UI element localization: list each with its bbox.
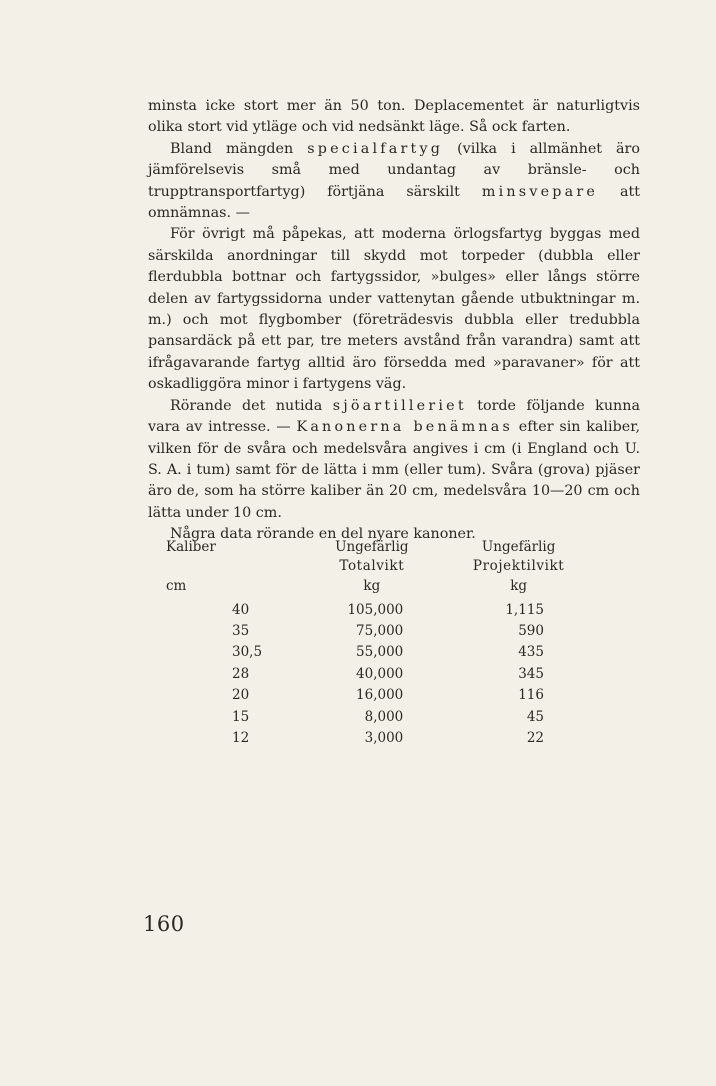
- cell-kaliber: 30,5: [232, 644, 263, 661]
- text-run: torde följande kunna vara av intresse. —: [148, 397, 640, 436]
- cell-totalvikt: 8,000: [364, 708, 404, 725]
- text-run: att omnämnas. —: [148, 183, 641, 222]
- cell-projektilvikt: 1,115: [505, 601, 544, 618]
- header-totalvikt: Ungefärlig Totalvikt: [335, 539, 409, 574]
- emphasized-term: specialfartyg: [307, 140, 444, 157]
- cell-totalvikt: 40,000: [356, 665, 404, 682]
- cell-totalvikt: 3,000: [364, 729, 404, 746]
- table-row: [160, 600, 590, 621]
- table-unit-row: [160, 575, 590, 600]
- table-row: [160, 642, 590, 663]
- cell-projektilvikt: 590: [518, 622, 544, 639]
- table-row: [160, 664, 590, 685]
- emphasized-term: Kanonerna benämnas: [296, 419, 514, 436]
- cell-projektilvikt: 45: [526, 708, 544, 725]
- cell-projektilvikt: 345: [518, 665, 544, 682]
- page-number: 160: [143, 912, 185, 936]
- cell-kaliber: 35: [232, 622, 250, 639]
- table-row: [160, 621, 590, 642]
- paragraph-3: [148, 224, 640, 395]
- text-run: (vilka i allmänhet äro jämförelsevis små med undantag av bränsle- och trupptransportfartyg) förtjäna särskilt: [148, 140, 641, 200]
- table-row: [160, 685, 590, 706]
- cell-totalvikt: 55,000: [356, 644, 404, 661]
- unit-kg-projectile: kg: [510, 578, 528, 594]
- text-run: Bland mängden: [170, 140, 308, 157]
- cell-totalvikt: 75,000: [356, 622, 404, 639]
- unit-kg-total: kg: [363, 578, 381, 594]
- cell-kaliber: 15: [232, 708, 250, 725]
- cell-totalvikt: 16,000: [356, 687, 404, 704]
- paragraph-4: [148, 396, 640, 524]
- cell-projektilvikt: 22: [526, 729, 544, 746]
- text-run: Rörande det nutida: [170, 397, 333, 414]
- text-run: efter sin kaliber, vilken för de svåra och medelsvåra angives i cm (i England och U. S. A. i tum) samt för de lätta i mm (eller tum). Svåra (grova) pjäser äro de, som ha större kaliber än 20 cm, medelsvåra 10—20 cm och lätta under 10 cm.: [148, 419, 640, 521]
- emphasized-term: sjöartilleriet: [332, 397, 467, 414]
- cell-projektilvikt: 116: [518, 687, 544, 704]
- header-kaliber: Kaliber: [166, 539, 216, 555]
- unit-cm: cm: [166, 578, 187, 594]
- header-projektilvikt: Ungefärlig Projektilvikt: [472, 539, 565, 574]
- cell-kaliber: 20: [232, 687, 250, 704]
- text-run: minsta icke stort mer än 50 ton. Deplacementet är naturligtvis olika stort vid ytläge och vid nedsänkt läge. Så ock farten.: [148, 98, 640, 136]
- cell-projektilvikt: 435: [518, 644, 544, 661]
- text-run: För övrigt må påpekas, att moderna örlogsfartyg byggas med särskilda anordningar till skydd mot torpeder (dubbla eller flerdubbla bottnar och fartygssidor, »bulges» eller långs större delen av fartygssidorna under vattenytan gående utbuktningar m. m.) och mot flygbomber (företrädesvis dubbla eller tredubbla pansardäck på ett par, tre meters avstånd från varandra) samt att ifrågavarande fartyg alltid äro försedda med »paravaner» för att oskadliggöra minor i fartygens väg.: [148, 226, 640, 393]
- cell-totalvikt: 105,000: [347, 601, 404, 618]
- gun-data-table: [160, 538, 590, 749]
- body-text: [148, 96, 640, 546]
- table-body: [160, 600, 590, 750]
- cell-kaliber: 12: [232, 729, 250, 746]
- cell-kaliber: 40: [232, 601, 250, 618]
- table-row: [160, 728, 590, 749]
- text-run: Några data rörande en del nyare kanoner.: [170, 526, 476, 543]
- cell-kaliber: 28: [232, 665, 250, 682]
- paragraph-2: [148, 139, 640, 225]
- emphasized-term: minsvepare: [481, 183, 599, 200]
- table-row: [160, 707, 590, 728]
- paragraph-1: [148, 96, 640, 139]
- table-header-row: [160, 538, 590, 575]
